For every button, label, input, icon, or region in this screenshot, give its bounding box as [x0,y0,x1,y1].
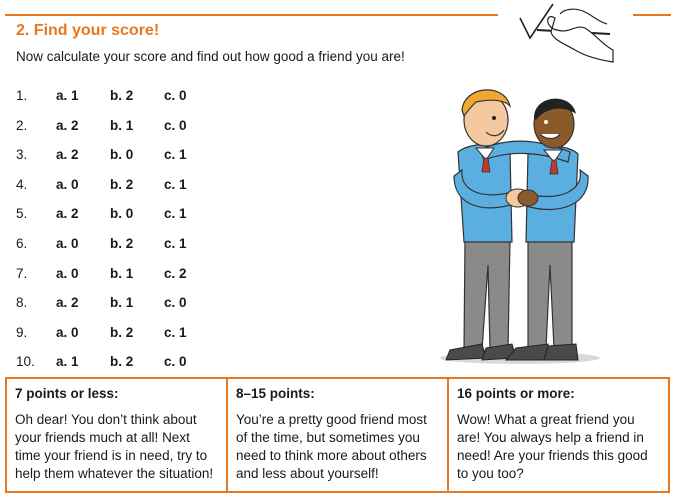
result-mid [226,379,447,491]
hand-writing-checkmark-icon [515,0,615,70]
top-rule-left [5,14,498,16]
answer-b-score: b. 2 [110,88,134,103]
score-row [16,203,236,233]
answer-c-score: c. 0 [164,117,187,133]
answer-a-score: a. 0 [56,265,79,281]
answer-b-score: b. 2 [110,324,134,340]
answer-c-score: c. 1 [164,235,187,251]
question-number: 9. [16,324,28,340]
answer-a-score: a. 1 [56,88,79,103]
answer-b-score: b. 2 [110,354,134,370]
score-row [16,115,236,145]
result-high [447,379,668,491]
question-number: 3. [16,147,28,163]
answer-b-score: b. 2 [110,235,134,251]
answer-c-score: c. 1 [164,176,187,192]
answer-c-score: c. 0 [164,354,187,370]
question-number: 4. [16,176,28,192]
question-number: 5. [16,206,28,222]
score-list [16,85,236,381]
score-row [16,144,236,174]
top-rule-right [633,14,671,16]
result-heading: 8–15 points: [236,386,315,401]
question-number: 1. [16,88,28,103]
page-title: 2. Find your score! [16,22,160,39]
question-number: 6. [16,235,28,251]
score-row [16,233,236,263]
result-text: You’re a pretty good friend most of the time, but sometimes you need to think more about others and less about yourself! [236,412,427,481]
result-heading: 16 points or more: [457,386,575,401]
result-low [7,379,226,491]
answer-a-score: a. 1 [56,354,79,370]
answer-b-score: b. 0 [110,147,134,163]
answer-b-score: b. 2 [110,176,134,192]
question-number: 7. [16,265,28,281]
answer-b-score: b. 0 [110,206,134,222]
answer-a-score: a. 2 [56,206,79,222]
answer-a-score: a. 0 [56,324,79,340]
answer-c-score: c. 1 [164,206,187,222]
question-number: 8. [16,295,28,311]
score-row [16,322,236,352]
result-heading: 7 points or less: [15,386,119,401]
page-subtitle: Now calculate your score and find out how good a friend you are! [16,49,405,64]
answer-a-score: a. 2 [56,117,79,133]
answer-b-score: b. 1 [110,295,134,311]
score-row [16,292,236,322]
answer-c-score: c. 0 [164,88,187,103]
answer-c-score: c. 1 [164,324,187,340]
question-number: 2. [16,117,28,133]
answer-a-score: a. 0 [56,176,79,192]
answer-b-score: b. 1 [110,117,134,133]
question-number: 10. [16,354,35,370]
answer-a-score: a. 2 [56,295,79,311]
results-table [5,377,670,493]
answer-c-score: c. 1 [164,147,187,163]
answer-b-score: b. 1 [110,265,134,281]
answer-a-score: a. 2 [56,147,79,163]
answer-c-score: c. 2 [164,265,187,281]
score-row [16,263,236,293]
score-row [16,174,236,204]
score-row [16,85,236,115]
answer-a-score: a. 0 [56,235,79,251]
two-friends-illustration [420,80,620,370]
answer-c-score: c. 0 [164,295,187,311]
result-text: Wow! What a great friend you are! You always help a friend in need! Are your friends this good to you too? [457,412,648,481]
result-text: Oh dear! You don’t think about your friends much at all! Next time your friend is in need, try to help them whatever the situation! [15,412,214,481]
